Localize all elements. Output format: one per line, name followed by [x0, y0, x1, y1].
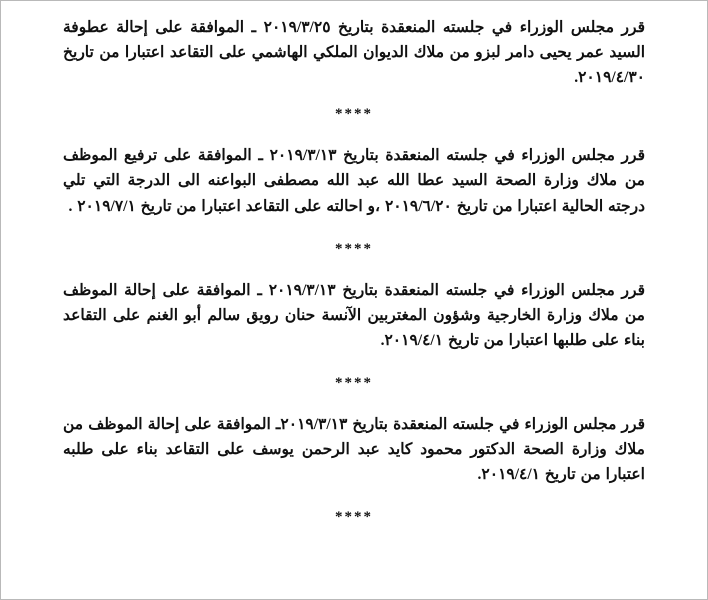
- separator-2: ****: [335, 240, 373, 257]
- decision-paragraph-3: قرر مجلس الوزراء في جلسته المنعقدة بتاريخ ٢٠١٩/٣/١٣ ـ الموافقة على إحالة الموظف من ملاك وزارة الخارجية وشؤون المغتربين الآنسة حنان رويق سالم أبو الغنم على التقاعد بناء على طلبها اعتبارا من تاريخ ٢٠١٩/٤/١.: [63, 281, 645, 349]
- spacer: [63, 258, 645, 278]
- decision-paragraph-2: قرر مجلس الوزراء في جلسته المنعقدة بتاريخ ٢٠١٩/٣/١٣ ـ الموافقة على ترفيع الموظف من ملاك وزارة الصحة السيد عطا الله عبد الله مصطفى البواعنه الى الدرجة التي تلي درجته الحالية اعتبارا من تاريخ ٢٠١٩/٦/٢٠ ،و احالته على التقاعد اعتبارا من تاريخ ٢٠١٩/٧/١ .: [63, 147, 645, 215]
- spacer: [63, 123, 645, 143]
- separator-3: ****: [335, 374, 373, 391]
- spacer: [63, 219, 645, 241]
- decision-paragraph-1: قرر مجلس الوزراء في جلسته المنعقدة بتاريخ ٢٠١٩/٣/٢٥ ـ الموافقة على إحالة عطوفة السيد عمر يحيى دامر لبزو من ملاك الديوان الملكي الهاشمي على التقاعد اعتبارا من تاريخ ٢٠١٩/٤/٣٠.: [63, 19, 645, 87]
- spacer: [63, 487, 645, 509]
- spacer: [63, 90, 645, 106]
- separator-1: ****: [335, 106, 373, 123]
- decision-paragraph-4: قرر مجلس الوزراء في جلسته المنعقدة بتاريخ ٢٠١٩/٣/١٣ـ الموافقة على إحالة الموظف من ملاك وزارة الصحة الدكتور محمود كايد عبد الرحمن يوسف على التقاعد بناء على طلبه اعتبارا من تاريخ ٢٠١٩/٤/١.: [63, 415, 645, 484]
- separator-4: ****: [335, 509, 373, 526]
- spacer: [63, 353, 645, 375]
- spacer: [63, 392, 645, 412]
